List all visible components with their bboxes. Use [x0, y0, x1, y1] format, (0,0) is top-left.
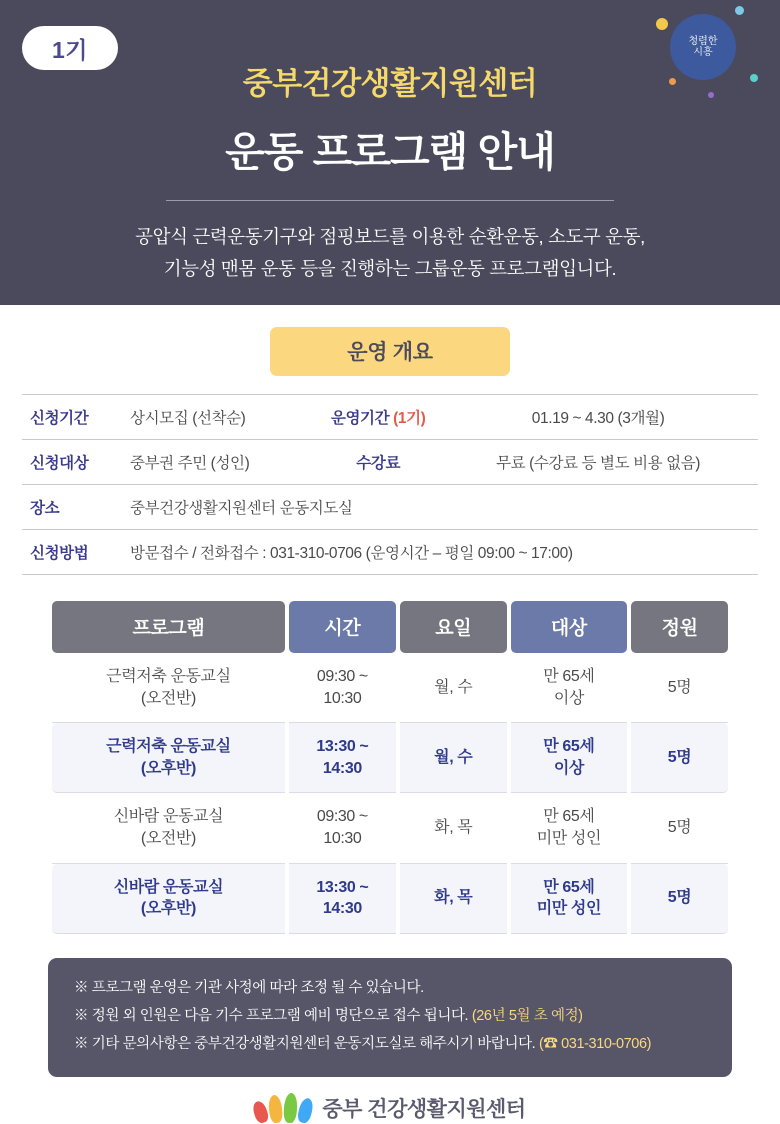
- page-title-sub: 운동 프로그램 안내: [225, 129, 555, 175]
- table-row: [22, 395, 758, 440]
- cell-program: [52, 653, 285, 723]
- footer: [0, 1093, 780, 1123]
- overview-label-place: 장소: [22, 485, 126, 530]
- overview-value-target: 중부권 주민 (성인): [126, 440, 318, 485]
- column-header-day: 요일: [400, 601, 507, 653]
- target-line-2: 이상: [553, 759, 584, 777]
- overview-value-operating-period: 01.19 ~ 4.30 (3개월): [438, 395, 758, 440]
- overview-section-title: 운영 개요: [270, 327, 510, 376]
- operating-period-term: (1기): [393, 410, 426, 427]
- overview-label-fee: 수강료: [318, 440, 438, 485]
- center-logo-icon: [254, 1093, 312, 1123]
- overview-value-apply-period: 상시모집 (선착순): [126, 395, 318, 440]
- overview-label-operating-period: [318, 395, 438, 440]
- time-end: 14:30: [322, 759, 362, 777]
- cell-time: [289, 793, 396, 863]
- cell-target: [511, 793, 628, 863]
- column-header-target: 대상: [511, 601, 628, 653]
- note-highlight: (☎ 031-310-0706): [538, 1036, 652, 1053]
- note-item: [74, 1030, 706, 1058]
- program-name: 근력저축 운동교실: [106, 668, 231, 685]
- cell-day: 화, 목: [400, 864, 507, 934]
- program-session: (오후반): [140, 759, 196, 777]
- note-item: [74, 1002, 706, 1030]
- description-line-2: 기능성 맨몸 운동 등을 진행하는 그룹운동 프로그램입니다.: [163, 258, 617, 280]
- note-text: ※ 기타 문의사항은 중부건강생활지원센터 운동지도실로 해주시기 바랍니다.: [74, 1036, 539, 1053]
- page-description: [0, 221, 780, 286]
- logo-line-1: 청렴한: [688, 35, 718, 47]
- target-line-1: 만 65세: [543, 878, 595, 896]
- cell-day: 화, 목: [400, 793, 507, 863]
- time-start: 13:30 ~: [316, 878, 369, 896]
- notes-box: [48, 958, 732, 1077]
- time-end: 10:30: [323, 689, 362, 707]
- time-start: 09:30 ~: [316, 808, 368, 826]
- time-end: 14:30: [322, 900, 362, 918]
- cell-capacity: 5명: [631, 864, 728, 934]
- cell-target: [511, 864, 628, 934]
- logo-line-2: 시흥: [693, 47, 713, 58]
- cell-target: [511, 653, 628, 723]
- note-text: ※ 프로그램 운영은 기관 사정에 따라 조정 될 수 있습니다.: [74, 979, 424, 996]
- target-line-2: 미만 성인: [536, 829, 602, 847]
- operating-period-text: 운영기간: [330, 410, 390, 427]
- target-line-1: 만 65세: [543, 738, 595, 756]
- overview-label-target: 신청대상: [22, 440, 126, 485]
- overview-table: [22, 394, 758, 575]
- overview-label-apply-method: 신청방법: [22, 530, 126, 575]
- note-text: ※ 정원 외 인원은 다음 기수 프로그램 예비 명단으로 접수 됩니다.: [74, 1008, 472, 1025]
- program-session: (오전반): [140, 829, 196, 847]
- overview-value-apply-method: 방문접수 / 전화접수 : 031-310-0706 (운영시간 – 평일 09:00 ~ 17:00): [126, 530, 758, 575]
- cell-capacity: 5명: [631, 653, 728, 723]
- cell-day: 월, 수: [400, 653, 507, 723]
- program-table: [48, 601, 732, 934]
- time-end: 10:30: [323, 829, 362, 847]
- overview-value-fee: 무료 (수강료 등 별도 비용 없음): [438, 440, 758, 485]
- term-badge: 1기: [22, 26, 118, 70]
- cell-day: 월, 수: [400, 723, 507, 793]
- table-row: [22, 440, 758, 485]
- target-line-2: 미만 성인: [536, 900, 602, 918]
- cell-capacity: 5명: [631, 793, 728, 863]
- table-row: [52, 653, 728, 723]
- footer-org-name: 중부 건강생활지원센터: [322, 1097, 526, 1121]
- target-line-1: 만 65세: [543, 668, 595, 685]
- program-table-header-row: [52, 601, 728, 653]
- siheung-city-logo: [670, 14, 736, 80]
- column-header-capacity: 정원: [631, 601, 728, 653]
- table-row: [52, 793, 728, 863]
- column-header-program: 프로그램: [52, 601, 285, 653]
- table-row: [52, 864, 728, 934]
- overview-section: [0, 327, 780, 575]
- note-item: [74, 974, 706, 1002]
- title-divider: [166, 200, 614, 201]
- cell-time: [289, 864, 396, 934]
- program-name: 신바람 운동교실: [113, 808, 224, 826]
- cell-program: [52, 864, 285, 934]
- column-header-time: 시간: [289, 601, 396, 653]
- program-name: 근력저축 운동교실: [106, 738, 231, 756]
- program-session: (오후반): [140, 900, 196, 918]
- cell-time: [289, 723, 396, 793]
- overview-label-apply-period: 신청기간: [22, 395, 126, 440]
- target-line-1: 만 65세: [543, 808, 595, 826]
- table-row: [22, 485, 758, 530]
- program-name: 신바람 운동교실: [113, 878, 224, 896]
- table-row: [52, 723, 728, 793]
- note-highlight: (26년 5월 초 예정): [471, 1008, 583, 1025]
- program-session: (오전반): [140, 689, 196, 707]
- cell-time: [289, 653, 396, 723]
- page-title-main: 중부건강생활지원센터: [242, 66, 538, 101]
- cell-target: [511, 723, 628, 793]
- poster-header: [0, 0, 780, 305]
- time-start: 09:30 ~: [316, 668, 368, 685]
- description-line-1: 공압식 근력운동기구와 점핑보드를 이용한 순환운동, 소도구 운동,: [135, 226, 645, 247]
- target-line-2: 이상: [553, 689, 584, 707]
- cell-program: [52, 793, 285, 863]
- table-row: [22, 530, 758, 575]
- time-start: 13:30 ~: [316, 738, 369, 756]
- cell-capacity: 5명: [631, 723, 728, 793]
- overview-value-place: 중부건강생활지원센터 운동지도실: [126, 485, 758, 530]
- cell-program: [52, 723, 285, 793]
